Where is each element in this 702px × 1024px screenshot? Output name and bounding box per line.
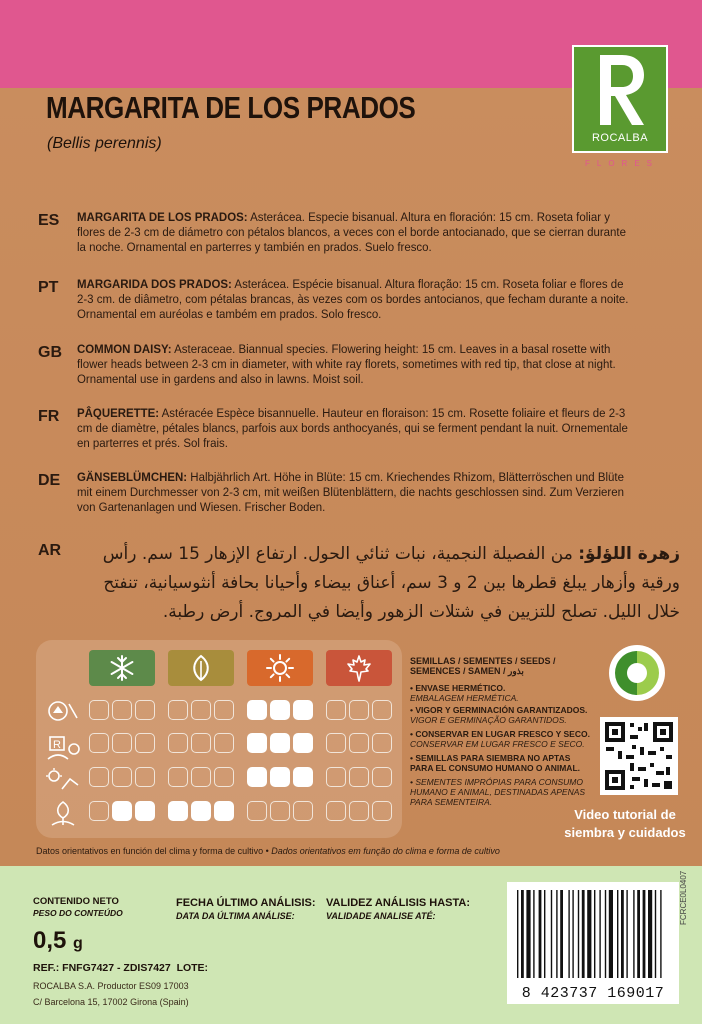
calendar-cell: [168, 801, 188, 821]
calendar-cell: [214, 700, 234, 720]
rocalba-logo: [572, 45, 668, 153]
calendar-cell: [326, 767, 346, 787]
qr-code[interactable]: [600, 717, 678, 795]
description-es: [77, 210, 632, 255]
calendar-cell: [372, 801, 392, 821]
legend-item: [410, 729, 590, 749]
validity-label: VALIDEZ ANÁLISIS HASTA:: [326, 897, 471, 909]
calendar-cell: [214, 801, 234, 821]
producer-info: ROCALBA S.A. Productor ES09 17003: [33, 981, 189, 991]
calendar-cell: [89, 767, 109, 787]
description-fr: [77, 406, 632, 451]
lang-code-pt: PT: [38, 279, 59, 296]
calendar-cell: [372, 767, 392, 787]
calendar-cell: [293, 733, 313, 753]
lang-code-ar: AR: [38, 542, 62, 559]
season-spring: [168, 650, 234, 686]
net-weight: [33, 927, 83, 955]
barcode-bar: [526, 890, 530, 978]
qr-code-icon: [600, 717, 678, 795]
scientific-name: (Bellis perennis): [47, 135, 162, 152]
calendar-cell: [112, 733, 132, 753]
net-weight-unit: g: [73, 935, 83, 952]
svg-text:R: R: [53, 739, 61, 751]
producer-address: C/ Barcelona 15, 17002 Girona (Spain): [33, 997, 189, 1007]
barcode-number: 8 423737 169017: [521, 985, 665, 1002]
calendar-cell: [168, 700, 188, 720]
description-gb-name: COMMON DAISY:: [77, 342, 172, 356]
legend-item-es: • ENVASE HERMÉTICO.: [410, 683, 506, 693]
flowering-icon: [44, 800, 82, 826]
product-title: MARGARITA DE LOS PRADOS: [46, 90, 416, 125]
legend-item: [410, 683, 590, 703]
barcode-bar: [660, 890, 661, 978]
reference-line: [33, 962, 208, 974]
description-ar: [70, 540, 680, 627]
analysis-date-label-pt: DATA DA ÚLTIMA ANÁLISE:: [176, 911, 295, 921]
lang-code-gb: GB: [38, 344, 62, 361]
direct-sowing-icon: [44, 767, 82, 793]
logo-name: ROCALBA: [591, 132, 649, 144]
barcode-bar: [587, 890, 591, 978]
description-pt: [77, 277, 632, 322]
barcode-bar: [582, 890, 585, 978]
legend-item: [410, 753, 590, 773]
calendar-cell: [270, 733, 290, 753]
calendar-cell: [372, 733, 392, 753]
barcode-bar: [551, 890, 552, 978]
barcode-bar: [594, 890, 595, 978]
description-fr-text: Astéracée Espèce bisannuelle. Hauteur en floraison: 15 cm. Rosette foliaire et fleurs de 2-3 cm de diamètre, pétales blancs, parfois aux bords anthocyanés, qui se ferment pendant la nuit. Ornementale en parterres et prés. Sol frais.: [77, 406, 628, 450]
barcode-bar: [533, 890, 534, 978]
video-tutorial-line1: Video tutorial de: [574, 807, 676, 822]
calendar-footnote: [36, 846, 500, 856]
calendar-cell: [191, 767, 211, 787]
lang-code-fr: FR: [38, 408, 60, 425]
side-print-code: FCRCE0L0407: [679, 870, 688, 925]
description-gb: [77, 342, 632, 387]
calendar-cell: [89, 801, 109, 821]
legend-item-pt: • SEMENTES IMPRÓPIAS PARA CONSUMO HUMANO E ANIMAL, DESTINADAS APENAS PARA SEMENTEIRA.: [410, 777, 586, 807]
sun-icon: [265, 653, 295, 683]
description-ar-name: زهرة اللؤلؤ:: [578, 544, 680, 564]
description-pt-text: Asterácea. Espécie bisanual. Altura floração: 15 cm. Roseta foliar e flores de 2-3 cm. de diâmetro, com pétalas brancas, às vezes com os bordes antocianos, que fecham durante a noite. Ornamental em auréolas e também em prados. Solo fresco.: [77, 277, 629, 321]
calendar-cell: [191, 700, 211, 720]
description-ar-text: من الفصيلة النجمية، نبات ثنائي الحول. ارتفاع الإزهار 15 سم. رأس ورقية وأزهار يبلغ قطرها بين 2 و 3 سم، أعناق بيضاء وأحيانا بحافة أنثوسيانية، تنفتح خلال الليل. تصلح للتزيين في شتلات الزهور وأيضا في المروج. أرض رطبة.: [102, 544, 680, 622]
calendar-cell: [247, 733, 267, 753]
footnote-pt: Dados orientativos em função do clima e forma de cultivo: [268, 846, 500, 856]
net-content-label-pt: PESO DO CONTEÚDO: [33, 908, 123, 918]
calendar-cell: [247, 801, 267, 821]
barcode-bar: [648, 890, 652, 978]
legend-item-es: • VIGOR Y GERMINACIÓN GARANTIZADOS.: [410, 705, 588, 715]
legend-item: [410, 705, 590, 725]
barcode-bar: [544, 890, 545, 978]
barcode-bar: [637, 890, 640, 978]
season-autumn: [326, 650, 392, 686]
analysis-date-label: FECHA ÚLTIMO ANÁLISIS:: [176, 897, 316, 909]
leaf-icon: [186, 653, 216, 683]
calendar-cell: [214, 767, 234, 787]
barcode-bar: [599, 890, 600, 978]
greenhouse-sowing-icon: [44, 735, 82, 761]
calendar-cell: [326, 700, 346, 720]
validity-label-pt: VALIDADE ANALISE ATÉ:: [326, 911, 436, 921]
season-winter: [89, 650, 155, 686]
barcode-bar: [605, 890, 606, 978]
calendar-cell: [372, 700, 392, 720]
legend-item-pt: CONSERVAR EM LUGAR FRESCO E SECO.: [410, 739, 585, 749]
calendar-cell: [168, 767, 188, 787]
legend-title: SEMILLAS / SEMENTES / SEEDS / SEMENCES / SAMEN / بذور: [410, 656, 556, 676]
calendar-cell: [270, 700, 290, 720]
barcode-bar: [517, 890, 518, 978]
snowflake-icon: [107, 653, 137, 683]
logo-subtitle: FLORES: [584, 159, 659, 168]
logo-r-icon: [592, 51, 648, 129]
barcode-bar: [633, 890, 634, 978]
video-tutorial-label: [555, 806, 695, 842]
description-gb-text: Asteraceae. Biannual species. Flowering height: 15 cm. Leaves in a basal rosette with flower heads between 2-3 cm in diameter, with white ray florets, sometimes with red tip, that close at night. Ornamental use in gardens and also in lawns. Moist soil.: [77, 342, 616, 386]
barcode-bars: [507, 882, 679, 982]
season-summer: [247, 650, 313, 686]
calendar-cell: [191, 801, 211, 821]
calendar-cell: [326, 801, 346, 821]
calendar-cell: [89, 700, 109, 720]
calendar-cell: [349, 801, 369, 821]
calendar-cell: [293, 700, 313, 720]
barcode-bar: [539, 890, 542, 978]
barcode-bar: [556, 890, 557, 978]
barcode-bar: [568, 890, 569, 978]
reference-code: REF.: FNFG7427 - ZDIS7427: [33, 962, 171, 974]
recycle-icon: [609, 645, 665, 701]
calendar-cell: [293, 767, 313, 787]
calendar-cell: [89, 733, 109, 753]
barcode-bar: [560, 890, 563, 978]
calendar-cell: [112, 700, 132, 720]
green-dot-logo: [609, 645, 665, 701]
calendar-cell: [135, 733, 155, 753]
barcode-bar: [617, 890, 618, 978]
calendar-cell: [214, 733, 234, 753]
barcode-bar: [578, 890, 579, 978]
calendar-cell: [112, 767, 132, 787]
barcode-bar: [643, 890, 646, 978]
maple-leaf-icon: [344, 653, 374, 683]
barcode-bar: [621, 890, 624, 978]
calendar-cell: [270, 801, 290, 821]
description-es-text: Asterácea. Especie bisanual. Altura en floración: 15 cm. Roseta foliar y flores de 2-3 cm de diámetro con pétalos blancos, a veces con el borde antocianado, que se cierran durante la noche. Ornamental en parterres y también en prados. Suelo fresco.: [77, 210, 626, 254]
description-de-text: Halbjährlich Art. Höhe in Blüte: 15 cm. Kriechendes Rhizom, Blätterröschen und Blüte mit einem Durchmesser von 2-3 cm, mit weißen Blütenblättern, die nachts geschlossen sind. Zum Verzieren von Gartenanlagen und Wiesen. Frischer Boden.: [77, 470, 624, 514]
net-content-label: CONTENIDO NETO: [33, 896, 119, 907]
calendar-cell: [168, 733, 188, 753]
calendar-cell: [270, 767, 290, 787]
calendar-cell: [349, 767, 369, 787]
calendar-cell: [135, 700, 155, 720]
calendar-cell: [349, 700, 369, 720]
barcode-bar: [626, 890, 627, 978]
calendar-cell: [349, 733, 369, 753]
calendar-cell: [247, 700, 267, 720]
barcode-bar: [609, 890, 613, 978]
seedbed-sowing-icon: [44, 698, 82, 724]
legend-item: [410, 777, 590, 807]
lang-code-de: DE: [38, 472, 61, 489]
lang-code-es: ES: [38, 212, 60, 229]
description-de-name: GÄNSEBLÜMCHEN:: [77, 470, 188, 484]
calendar-cell: [112, 801, 132, 821]
video-tutorial-line2: siembra y cuidados: [564, 825, 686, 840]
description-es-name: MARGARITA DE LOS PRADOS:: [77, 210, 248, 224]
barcode-bar: [655, 890, 656, 978]
description-fr-name: PÂQUERETTE:: [77, 406, 160, 420]
calendar-cell: [135, 801, 155, 821]
net-weight-value: 0,5: [33, 927, 67, 954]
calendar-cell: [247, 767, 267, 787]
legend-item-es: • CONSERVAR EN LUGAR FRESCO Y SECO.: [410, 729, 590, 739]
calendar-cell: [293, 801, 313, 821]
legend-item-pt: VIGOR E GERMINAÇÃO GARANTIDOS.: [410, 715, 567, 725]
description-de: [77, 470, 632, 515]
calendar-cell: [135, 767, 155, 787]
barcode-bar: [572, 890, 573, 978]
barcode-bar: [521, 890, 524, 978]
description-pt-name: MARGARIDA DOS PRADOS:: [77, 277, 232, 291]
legend-item-pt: EMBALAGEM HERMÉTICA.: [410, 693, 519, 703]
calendar-cell: [191, 733, 211, 753]
legend-item-es: • SEMILLAS PARA SIEMBRA NO APTAS PARA EL CONSUMO HUMANO O ANIMAL.: [410, 753, 580, 773]
lot-label: LOTE:: [176, 962, 209, 974]
calendar-cell: [326, 733, 346, 753]
footnote-es: Datos orientativos en función del clima y forma de cultivo •: [36, 846, 269, 856]
